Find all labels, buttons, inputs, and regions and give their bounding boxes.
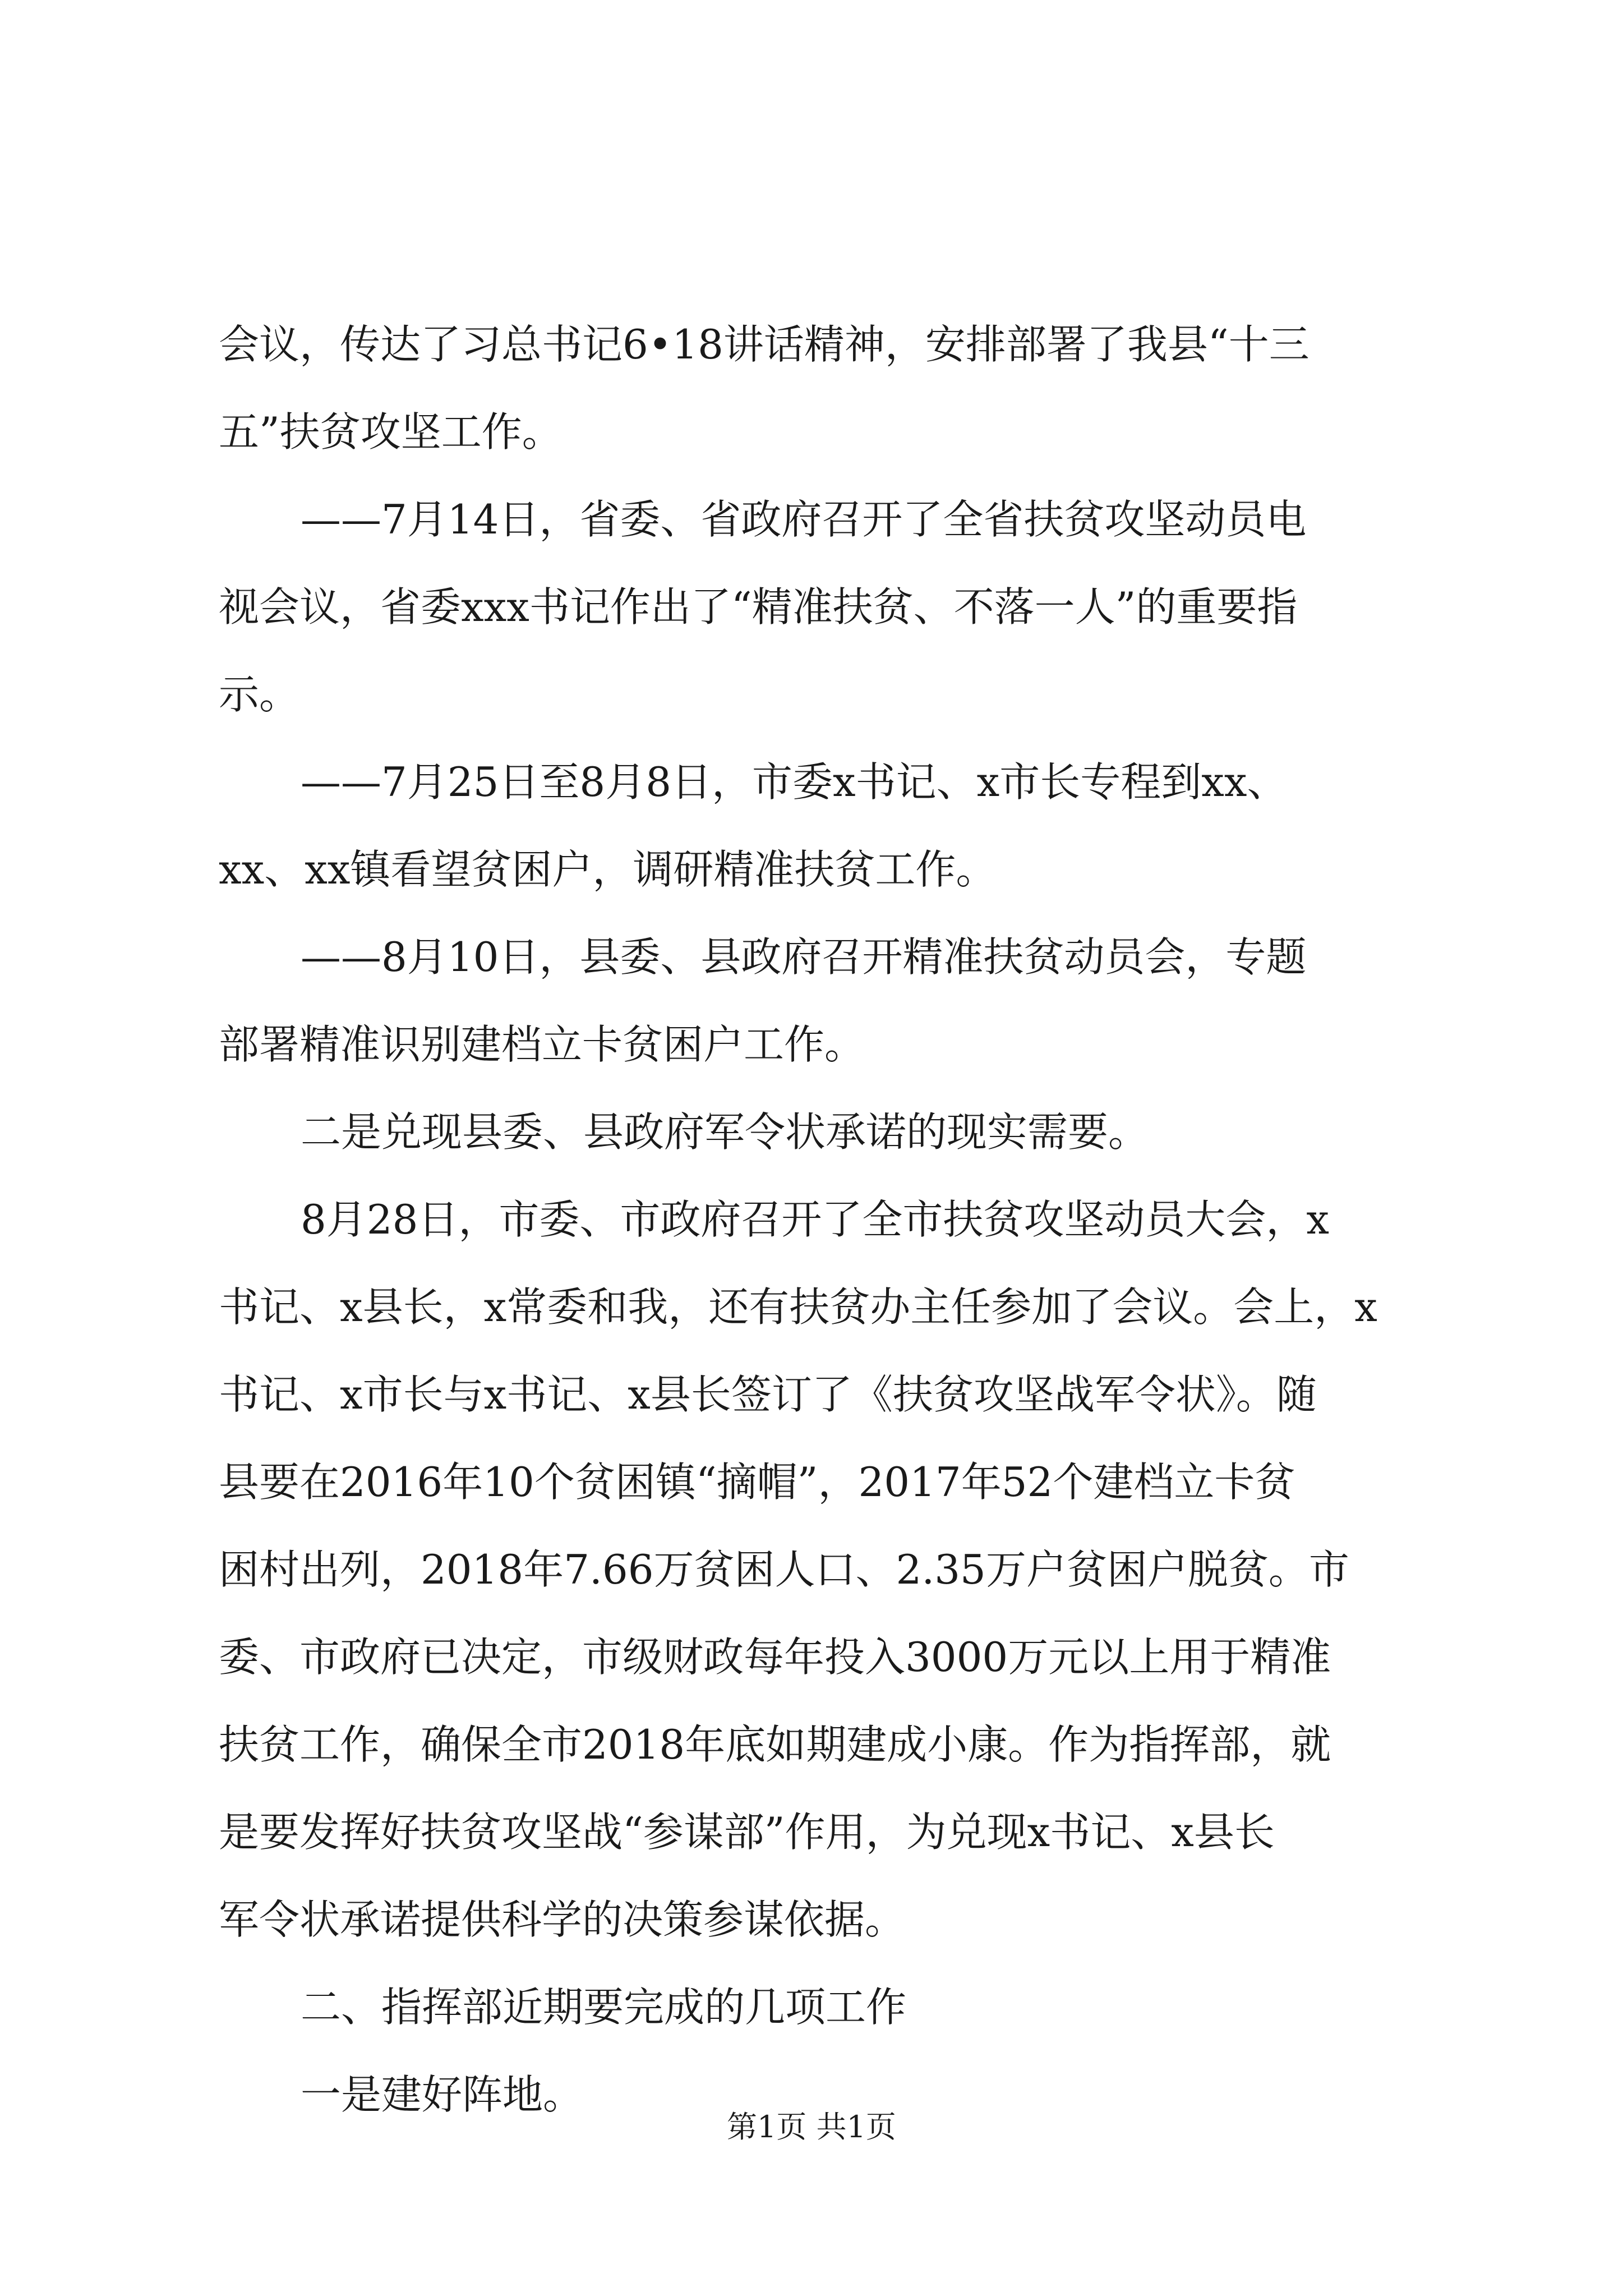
document-body xyxy=(219,301,1424,2138)
section-line: 一是建好阵地。 xyxy=(301,2071,584,2118)
text-line: 部署精准识别建档立卡贫困户工作。 xyxy=(219,1021,865,1068)
section-line: 二是兑现县委、县政府军令状承诺的现实需要。 xyxy=(301,1108,1149,1156)
text-line: 视会议，省委xxx书记作出了“精准扶贫、不落一人”的重要指 xyxy=(219,583,1298,631)
text-line: 委、市政府已决定，市级财政每年投入3000万元以上用于精准 xyxy=(219,1634,1331,1681)
section-heading: 二、指挥部近期要完成的几项工作 xyxy=(301,1984,907,2031)
text-line: 军令状承诺提供科学的决策参谋依据。 xyxy=(219,1896,906,1943)
text-line: xx、xx镇看望贫困户，调研精准扶贫工作。 xyxy=(219,846,997,893)
text-line: 是要发挥好扶贫攻坚战“参谋部”作用，为兑现x书记、x县长 xyxy=(219,1809,1275,1856)
text-line: 五”扶贫攻坚工作。 xyxy=(219,408,562,455)
text-line: 示。 xyxy=(219,671,300,718)
page-footer xyxy=(0,2105,1623,2150)
text-line: 书记、x市长与x书记、x县长签订了《扶贫攻坚战军令状》。随 xyxy=(219,1371,1317,1418)
text-line: 困村出列，2018年7.66万贫困人口、2.35万户贫困户脱贫。市 xyxy=(219,1546,1349,1593)
text-line: 书记、x县长，x常委和我，还有扶贫办主任参加了会议。会上，x xyxy=(219,1283,1377,1331)
text-line: 8月28日，市委、市政府召开了全市扶贫攻坚动员大会，x xyxy=(301,1196,1330,1243)
text-line: 扶贫工作，确保全市2018年底如期建成小康。作为指挥部，就 xyxy=(219,1721,1331,1768)
text-line: ——7月25日至8月8日，市委x书记、x市长专程到xx、 xyxy=(301,758,1288,806)
text-line: ——8月10日，县委、县政府召开精准扶贫动员会，专题 xyxy=(301,933,1307,981)
text-line: 会议，传达了习总书记6•18讲话精神，安排部署了我县“十三 xyxy=(219,321,1310,368)
text-line: ——7月14日，省委、省政府召开了全省扶贫攻坚动员电 xyxy=(301,496,1307,543)
page-number-label: 第1页 共1页 xyxy=(727,2109,896,2145)
text-line: 县要在2016年10个贫困镇“摘帽”，2017年52个建档立卡贫 xyxy=(219,1458,1295,1506)
